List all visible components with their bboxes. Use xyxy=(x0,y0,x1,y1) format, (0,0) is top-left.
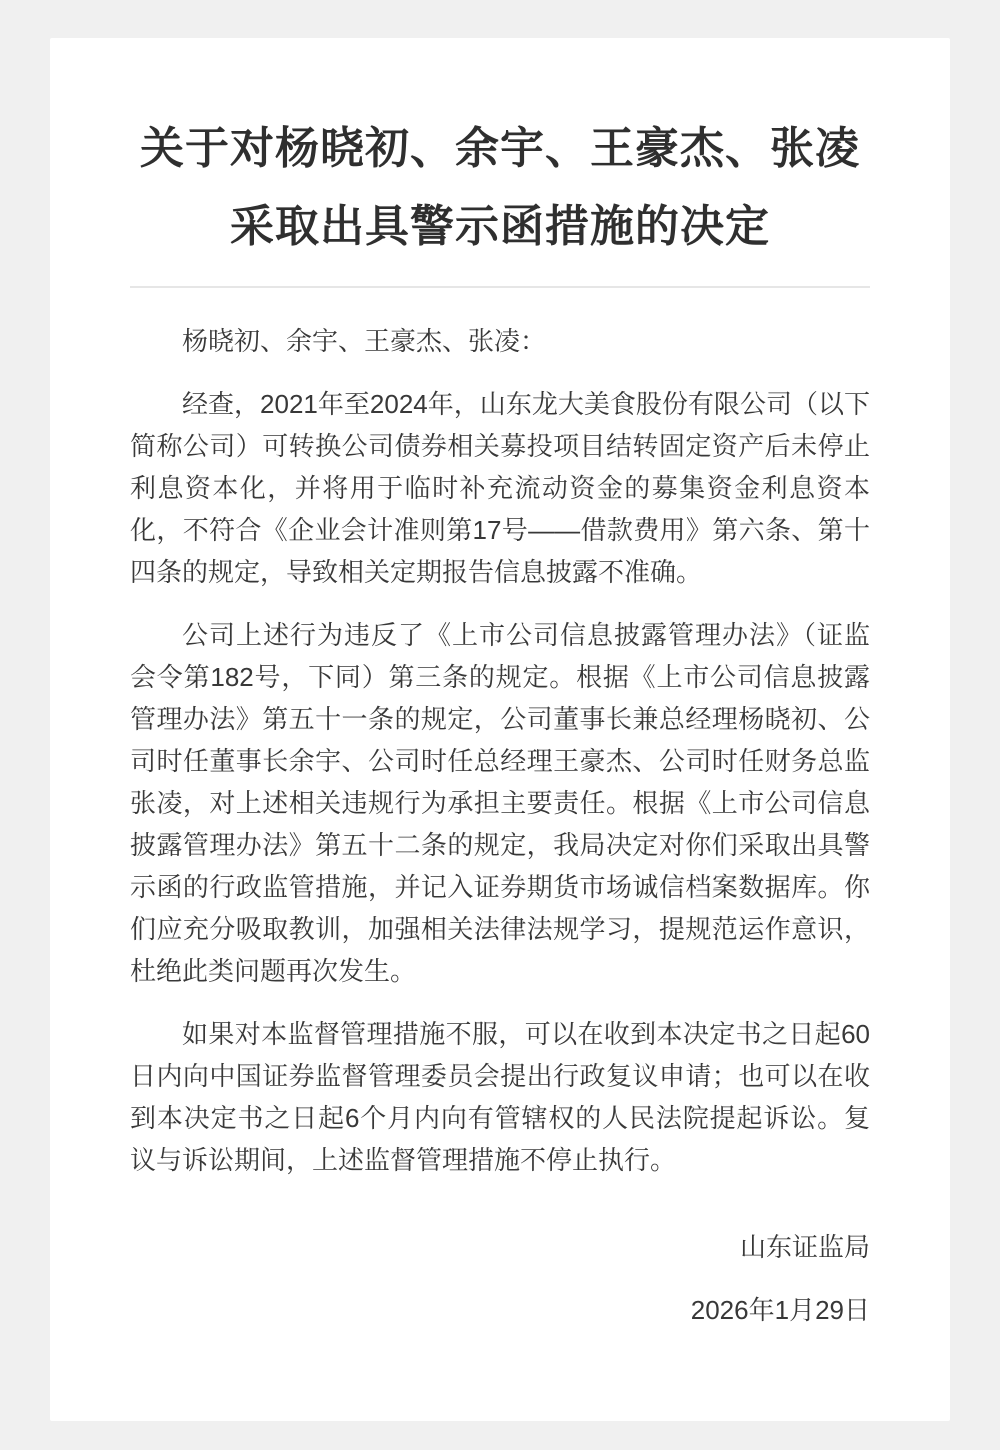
title-line-2: 采取出具警示函措施的决定 xyxy=(230,202,770,251)
title-divider xyxy=(130,286,870,288)
document-date: 2026年1月29日 xyxy=(690,1295,870,1325)
document-card xyxy=(50,38,950,1421)
document-title xyxy=(130,110,870,266)
salutation: 杨晓初、余宇、王豪杰、张凌： xyxy=(182,326,547,356)
title-line-1: 关于对杨晓初、余宇、王豪杰、张凌 xyxy=(140,124,860,173)
signature-block xyxy=(130,1226,870,1331)
paragraph-decision: 公司上述行为违反了《上市公司信息披露管理办法》（证监会令第182号，下同）第三条的规定。根据《上市公司信息披露管理办法》第五十一条的规定，公司董事长兼总经理杨晓初、公司时任董事长余宇、公司时任总经理王豪杰、公司时任财务总监张凌，对上述相关违规行为承担主要责任。根据《上市公司信息披露管理办法》第五十二条的规定，我局决定对你们采取出具警示函的行政监管措施，并记入证券期货市场诚信档案数据库。你们应充分吸取教训，加强相关法律法规学习，提规范运作意识，杜绝此类问题再次发生。 xyxy=(130,620,870,986)
paragraph-findings: 经查，2021年至2024年，山东龙大美食股份有限公司（以下简称公司）可转换公司债券相关募投项目结转固定资产后未停止利息资本化，并将用于临时补充流动资金的募集资金利息资本化，不符合《企业会计准则第17号——借款费用》第六条、第十四条的规定，导致相关定期报告信息披露不准确。 xyxy=(130,389,870,587)
document-body xyxy=(130,320,870,1181)
issuer-signature: 山东证监局 xyxy=(739,1232,870,1262)
paragraph-appeal-rights: 如果对本监督管理措施不服，可以在收到本决定书之日起60日内向中国证券监督管理委员会提出行政复议申请；也可以在收到本决定书之日起6个月内向有管辖权的人民法院提起诉讼。复议与诉讼期间，上述监督管理措施不停止执行。 xyxy=(130,1019,870,1175)
